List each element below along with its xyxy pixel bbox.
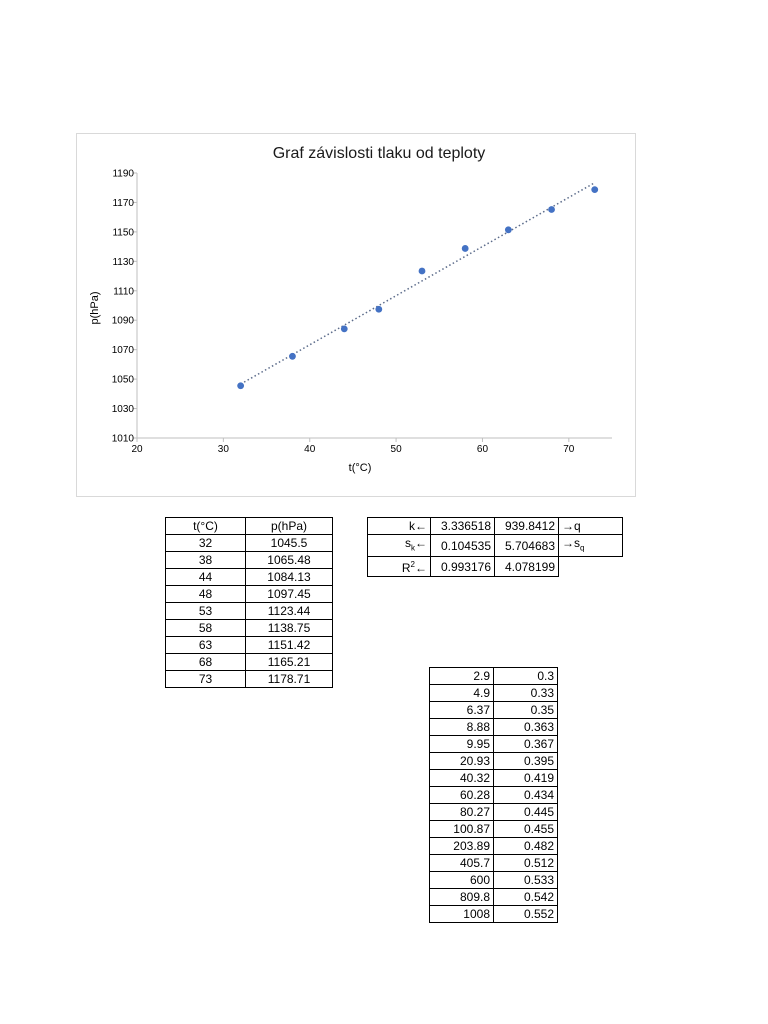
slope-error-value[interactable]: 0.104535: [431, 535, 495, 557]
aux-value-b-cell[interactable]: 0.482: [494, 838, 558, 855]
pressure-cell[interactable]: 1123.44: [246, 603, 333, 620]
y-tick-label: 1070: [111, 345, 134, 357]
temperature-cell[interactable]: 48: [166, 586, 246, 603]
table-row: [430, 668, 558, 685]
table-row: [430, 804, 558, 821]
aux-table: [429, 667, 558, 923]
y-tick-label: 1110: [113, 286, 134, 298]
y-tick-label: 1090: [111, 315, 134, 327]
x-tick-label: 30: [217, 444, 229, 455]
y-tick-label: 1190: [112, 168, 134, 180]
intercept-error-value[interactable]: 5.704683: [495, 535, 559, 557]
intercept-error-symbol: →s: [562, 536, 580, 550]
aux-value-b-cell[interactable]: 0.363: [494, 719, 558, 736]
r2-label[interactable]: [368, 557, 431, 577]
table-row: [430, 719, 558, 736]
aux-value-a-cell[interactable]: 6.37: [430, 702, 494, 719]
data-point: [419, 268, 426, 275]
temperature-cell[interactable]: 68: [166, 654, 246, 671]
r2-superscript: 2: [410, 560, 415, 570]
intercept-error-subscript: q: [580, 543, 585, 553]
aux-value-a-cell[interactable]: 40.32: [430, 770, 494, 787]
aux-value-b-cell[interactable]: 0.395: [494, 753, 558, 770]
regression-row-slope: [368, 518, 623, 535]
table-row: [430, 702, 558, 719]
table-row: [430, 855, 558, 872]
regression-row-r2: [368, 557, 623, 577]
intercept-value[interactable]: 939.8412: [495, 518, 559, 535]
chart-area: [76, 133, 636, 497]
y-tick-label: 1010: [111, 433, 134, 445]
aux-value-a-cell[interactable]: 100.87: [430, 821, 494, 838]
pressure-cell[interactable]: 1151.42: [246, 637, 333, 654]
regression-table: [367, 517, 623, 577]
table-row: [166, 620, 333, 637]
aux-value-b-cell[interactable]: 0.445: [494, 804, 558, 821]
table-row: [430, 685, 558, 702]
slope-error-subscript: k: [411, 543, 415, 553]
x-axis-label: t(°C): [348, 462, 372, 474]
aux-value-b-cell[interactable]: 0.552: [494, 906, 558, 923]
table-row: [166, 637, 333, 654]
data-point: [462, 245, 469, 252]
table-header-cell[interactable]: p(hPa): [246, 518, 333, 535]
data-point: [237, 382, 244, 389]
data-point: [505, 226, 512, 233]
x-tick-label: 20: [131, 444, 143, 455]
slope-value[interactable]: 3.336518: [431, 518, 495, 535]
x-tick-label: 60: [476, 444, 489, 455]
aux-value-b-cell[interactable]: 0.419: [494, 770, 558, 787]
aux-value-a-cell[interactable]: 60.28: [430, 787, 494, 804]
temperature-cell[interactable]: 73: [166, 671, 246, 688]
table-row: [430, 821, 558, 838]
aux-value-b-cell[interactable]: 0.533: [494, 872, 558, 889]
empty-cell: [559, 557, 623, 577]
aux-value-a-cell[interactable]: 4.9: [430, 685, 494, 702]
table-row: [166, 535, 333, 552]
temperature-cell[interactable]: 53: [166, 603, 246, 620]
slope-label[interactable]: k←: [368, 518, 431, 535]
aux-value-a-cell[interactable]: 8.88: [430, 719, 494, 736]
aux-value-a-cell[interactable]: 2.9: [430, 668, 494, 685]
regression-row-errors: [368, 535, 623, 557]
pressure-cell[interactable]: 1045.5: [246, 535, 333, 552]
aux-value-b-cell[interactable]: 0.367: [494, 736, 558, 753]
y-axis-label: p(hPa): [89, 291, 101, 325]
temperature-cell[interactable]: 44: [166, 569, 246, 586]
pressure-cell[interactable]: 1178.71: [246, 671, 333, 688]
data-point: [591, 186, 598, 193]
x-tick-label: 40: [304, 444, 316, 455]
r2-value[interactable]: 0.993176: [431, 557, 495, 577]
data-table: [165, 517, 333, 688]
table-row: [430, 872, 558, 889]
slope-error-label[interactable]: [368, 535, 431, 557]
intercept-error-label[interactable]: [559, 535, 623, 557]
table-row: [166, 552, 333, 569]
aux-value-a-cell[interactable]: 405.7: [430, 855, 494, 872]
aux-value-b-cell[interactable]: 0.434: [494, 787, 558, 804]
temperature-cell[interactable]: 38: [166, 552, 246, 569]
chart-title: Graf závislosti tlaku od teploty: [272, 145, 486, 162]
table-row: [166, 654, 333, 671]
pressure-cell[interactable]: 1065.48: [246, 552, 333, 569]
pressure-cell[interactable]: 1138.75: [246, 620, 333, 637]
data-point: [289, 353, 296, 360]
table-row: [430, 787, 558, 804]
pressure-cell[interactable]: 1084.13: [246, 569, 333, 586]
temperature-cell[interactable]: 32: [166, 535, 246, 552]
pressure-cell[interactable]: 1165.21: [246, 654, 333, 671]
aux-value-b-cell[interactable]: 0.542: [494, 889, 558, 906]
aux-value-a-cell[interactable]: 80.27: [430, 804, 494, 821]
aux-value-b-cell[interactable]: 0.455: [494, 821, 558, 838]
table-row: [430, 736, 558, 753]
slope-error-arrow: ←: [415, 536, 427, 550]
aux-value-a-cell[interactable]: 809.8: [430, 889, 494, 906]
aux-value-a-cell[interactable]: 203.89: [430, 838, 494, 855]
table-row: [430, 753, 558, 770]
table-row: [166, 586, 333, 603]
table-row: [430, 906, 558, 923]
aux-value-a-cell[interactable]: 600: [430, 872, 494, 889]
aux-value-b-cell[interactable]: 0.33: [494, 685, 558, 702]
scatter-plot: [77, 134, 637, 498]
y-tick-label: 1050: [111, 374, 134, 386]
r2-symbol: R: [401, 561, 411, 576]
std-error-y-value[interactable]: 4.078199: [495, 557, 559, 577]
aux-value-a-cell[interactable]: 20.93: [430, 753, 494, 770]
x-tick-label: 70: [563, 444, 575, 455]
y-tick-label: 1170: [112, 197, 134, 209]
table-row: [430, 889, 558, 906]
table-row: [430, 838, 558, 855]
data-point: [548, 206, 555, 213]
y-tick-label: 1150: [112, 227, 134, 239]
r2-arrow: ←: [415, 561, 427, 576]
y-tick-label: 1130: [112, 256, 134, 268]
aux-value-a-cell[interactable]: 1008: [430, 906, 494, 923]
table-header-row: [166, 518, 333, 535]
aux-value-b-cell[interactable]: 0.3: [494, 668, 558, 685]
y-tick-label: 1030: [111, 404, 134, 416]
intercept-label[interactable]: →q: [559, 518, 623, 535]
table-row: [166, 569, 333, 586]
aux-value-a-cell[interactable]: 9.95: [430, 736, 494, 753]
table-header-cell[interactable]: t(°C): [166, 518, 246, 535]
data-point: [341, 325, 348, 332]
table-row: [430, 770, 558, 787]
table-row: [166, 603, 333, 620]
slope-error-symbol: s: [405, 536, 411, 550]
pressure-cell[interactable]: 1097.45: [246, 586, 333, 603]
aux-value-b-cell[interactable]: 0.512: [494, 855, 558, 872]
x-tick-label: 50: [390, 444, 402, 455]
data-point: [375, 306, 382, 313]
aux-value-b-cell[interactable]: 0.35: [494, 702, 558, 719]
temperature-cell[interactable]: 58: [166, 620, 246, 637]
temperature-cell[interactable]: 63: [166, 637, 246, 654]
table-row: [166, 671, 333, 688]
